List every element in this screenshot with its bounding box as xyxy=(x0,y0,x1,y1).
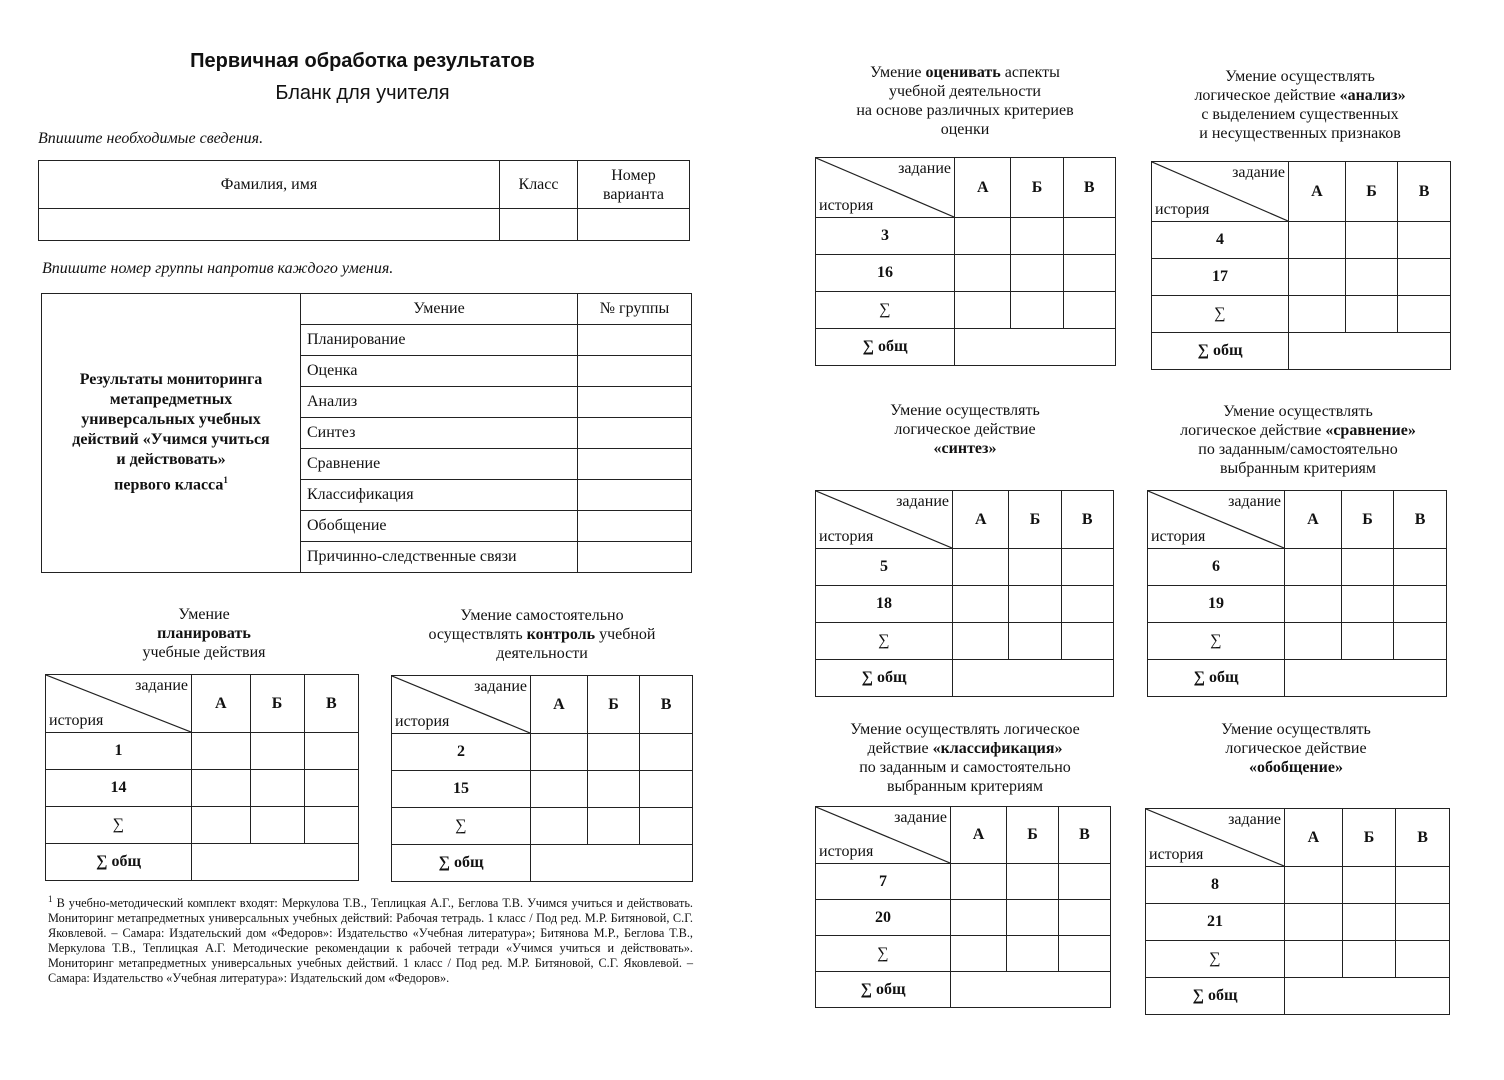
score-cell[interactable] xyxy=(304,807,358,844)
story-number: 7 xyxy=(816,864,951,900)
score-cell[interactable] xyxy=(1285,867,1343,904)
col-a-header: А xyxy=(531,676,588,734)
header-diagonal-cell xyxy=(46,675,192,733)
column-variant-header: Номер варианта xyxy=(578,161,690,209)
sum-label: ∑ xyxy=(816,292,955,329)
story-number: 19 xyxy=(1148,586,1285,623)
score-cell[interactable] xyxy=(1398,296,1451,333)
score-cell[interactable] xyxy=(1341,623,1393,660)
score-cell[interactable] xyxy=(1342,941,1395,978)
plan-score-table xyxy=(45,674,359,881)
story-number: 8 xyxy=(1146,867,1285,904)
skill-label: Сравнение xyxy=(301,449,578,480)
group-number-cell[interactable] xyxy=(578,542,692,573)
variant-input-cell[interactable] xyxy=(578,209,690,241)
skill-label: Анализ xyxy=(301,387,578,418)
score-cell[interactable] xyxy=(192,770,251,807)
story-number: 5 xyxy=(816,549,953,586)
score-cell[interactable] xyxy=(1007,864,1059,900)
story-label: история xyxy=(49,712,104,729)
story-number: 1 xyxy=(46,733,192,770)
group-number-cell[interactable] xyxy=(578,387,692,418)
analysis-skill-title: Умение осуществлять логическое действие «анализ» с выделением существенных и несущественных признаков xyxy=(1194,68,1406,142)
score-cell[interactable] xyxy=(1061,549,1113,586)
story-label: история xyxy=(819,528,874,545)
eval-score-table xyxy=(815,157,1116,366)
comparison-score-table xyxy=(1147,490,1447,697)
score-cell[interactable] xyxy=(1398,222,1451,259)
header-diagonal-cell xyxy=(816,158,955,218)
task-label: задание xyxy=(896,493,949,510)
total-cell[interactable] xyxy=(951,972,1111,1008)
score-cell[interactable] xyxy=(587,734,639,771)
score-cell[interactable] xyxy=(1345,296,1397,333)
header-diagonal-cell xyxy=(816,807,951,864)
score-cell[interactable] xyxy=(1394,623,1447,660)
skills-group-table xyxy=(41,293,692,573)
score-cell[interactable] xyxy=(1009,623,1061,660)
col-a-header: А xyxy=(953,491,1009,549)
total-cell[interactable] xyxy=(955,329,1116,366)
total-sum-label: ∑ общ xyxy=(1146,978,1285,1015)
score-cell[interactable] xyxy=(1009,586,1061,623)
col-a-header: А xyxy=(192,675,251,733)
story-label: история xyxy=(1149,846,1204,863)
instruction-fill-info: Впишите необходимые сведения. xyxy=(38,130,264,147)
control-score-table xyxy=(391,675,693,882)
score-cell[interactable] xyxy=(1058,936,1110,972)
col-b-header: Б xyxy=(1341,491,1393,549)
score-cell[interactable] xyxy=(1058,864,1110,900)
score-cell[interactable] xyxy=(1285,904,1343,941)
col-b-header: Б xyxy=(587,676,639,734)
score-cell[interactable] xyxy=(1396,867,1450,904)
story-label: история xyxy=(1155,201,1210,218)
score-cell[interactable] xyxy=(531,808,588,845)
total-sum-label: ∑ общ xyxy=(816,972,951,1008)
score-cell[interactable] xyxy=(587,808,639,845)
header-diagonal-cell xyxy=(1152,162,1289,222)
score-cell[interactable] xyxy=(951,936,1007,972)
task-label: задание xyxy=(1228,493,1281,510)
score-cell[interactable] xyxy=(1394,586,1447,623)
score-cell[interactable] xyxy=(1396,904,1450,941)
skill-label: Классификация xyxy=(301,480,578,511)
skill-label: Причинно-следственные связи xyxy=(301,542,578,573)
group-number-cell[interactable] xyxy=(578,480,692,511)
group-number-cell[interactable] xyxy=(578,418,692,449)
eval-skill-title: Умение оценивать аспекты учебной деятельности на основе различных критериев оценки xyxy=(856,64,1074,138)
score-cell[interactable] xyxy=(1011,255,1063,292)
col-v-header: В xyxy=(1396,809,1450,867)
synthesis-score-table xyxy=(815,490,1114,697)
story-label: история xyxy=(819,843,874,860)
group-column-header: № группы xyxy=(578,294,692,325)
score-cell[interactable] xyxy=(531,734,588,771)
header-diagonal-cell xyxy=(1146,809,1285,867)
sum-label: ∑ xyxy=(392,808,531,845)
score-cell[interactable] xyxy=(1345,259,1397,296)
group-number-cell[interactable] xyxy=(578,356,692,387)
skill-label: Планирование xyxy=(301,325,578,356)
class-input-cell[interactable] xyxy=(500,209,578,241)
sum-label: ∑ xyxy=(1146,941,1285,978)
col-v-header: В xyxy=(304,675,358,733)
sum-label: ∑ xyxy=(1152,296,1289,333)
header-diagonal-cell xyxy=(816,491,953,549)
score-cell[interactable] xyxy=(1396,941,1450,978)
score-cell[interactable] xyxy=(1342,904,1395,941)
story-number: 6 xyxy=(1148,549,1285,586)
score-cell[interactable] xyxy=(1285,549,1342,586)
col-a-header: А xyxy=(955,158,1011,218)
score-cell[interactable] xyxy=(192,733,251,770)
monitoring-results-label: Результаты мониторинга метапредметных универсальных учебных действий «Учимся учиться и действовать» первого класса$^1$ xyxy=(42,294,301,573)
score-cell[interactable] xyxy=(1058,900,1110,936)
story-label: история xyxy=(819,197,874,214)
column-name-header: Фамилия, имя xyxy=(39,161,500,209)
score-cell[interactable] xyxy=(304,770,358,807)
col-b-header: Б xyxy=(1009,491,1061,549)
story-label: история xyxy=(395,713,450,730)
col-a-header: А xyxy=(1289,162,1346,222)
score-cell[interactable] xyxy=(1009,549,1061,586)
instruction-fill-groups: Впишите номер группы напротив каждого умения. xyxy=(42,260,394,277)
story-number: 15 xyxy=(392,771,531,808)
col-v-header: В xyxy=(1058,807,1110,864)
col-a-header: А xyxy=(951,807,1007,864)
total-cell[interactable] xyxy=(192,844,359,881)
skill-label: Оценка xyxy=(301,356,578,387)
sum-label: ∑ xyxy=(1148,623,1285,660)
score-cell[interactable] xyxy=(531,771,588,808)
sum-label: ∑ xyxy=(816,936,951,972)
synthesis-skill-title: Умение осуществлять логическое действие «синтез» xyxy=(890,402,1040,457)
score-cell[interactable] xyxy=(1285,623,1342,660)
skill-column-header: Умение xyxy=(301,294,578,325)
story-number: 17 xyxy=(1152,259,1289,296)
comparison-skill-title: Умение осуществлять логическое действие «сравнение» по заданным/самостоятельно выбранным критериям xyxy=(1180,403,1416,477)
score-cell[interactable] xyxy=(250,733,304,770)
story-number: 3 xyxy=(816,218,955,255)
score-cell[interactable] xyxy=(953,623,1009,660)
col-b-header: Б xyxy=(1342,809,1395,867)
group-number-cell[interactable] xyxy=(578,449,692,480)
score-cell[interactable] xyxy=(1061,586,1113,623)
total-cell[interactable] xyxy=(1289,333,1451,370)
score-cell[interactable] xyxy=(640,771,693,808)
header-diagonal-cell xyxy=(1148,491,1285,549)
score-cell[interactable] xyxy=(955,218,1011,255)
total-cell[interactable] xyxy=(953,660,1114,697)
story-number: 4 xyxy=(1152,222,1289,259)
total-sum-label: ∑ общ xyxy=(1152,333,1289,370)
total-sum-label: ∑ общ xyxy=(816,329,955,366)
col-b-header: Б xyxy=(1011,158,1063,218)
score-cell[interactable] xyxy=(1063,218,1115,255)
score-cell[interactable] xyxy=(1398,259,1451,296)
header-diagonal-cell xyxy=(392,676,531,734)
score-cell[interactable] xyxy=(1341,586,1393,623)
page-title: Первичная обработка результатов xyxy=(190,50,535,72)
task-label: задание xyxy=(1232,164,1285,181)
story-label: история xyxy=(1151,528,1206,545)
score-cell[interactable] xyxy=(1345,222,1397,259)
score-cell[interactable] xyxy=(1061,623,1113,660)
col-b-header: Б xyxy=(1007,807,1059,864)
col-v-header: В xyxy=(1061,491,1113,549)
story-number: 21 xyxy=(1146,904,1285,941)
classification-score-table xyxy=(815,806,1111,1008)
total-cell[interactable] xyxy=(1285,978,1450,1015)
score-cell[interactable] xyxy=(640,734,693,771)
task-label: задание xyxy=(898,160,951,177)
story-number: 20 xyxy=(816,900,951,936)
col-a-header: А xyxy=(1285,491,1342,549)
score-cell[interactable] xyxy=(955,255,1011,292)
total-sum-label: ∑ общ xyxy=(1148,660,1285,697)
col-a-header: А xyxy=(1285,809,1343,867)
score-cell[interactable] xyxy=(953,549,1009,586)
score-cell[interactable] xyxy=(1394,549,1447,586)
footnote: $^1$ В учебно-методический комплект входят: Меркулова Т.В., Теплицкая А.Г., Беглова Т.В. Учимся учиться и действовать. Мониторинг метапредметных универсальных учебных действий: Рабочая тетрадь. 1 класс / Под ред. М.Р. Битяновой, С.Г. Яковлевой. – Самара: Издательский дом «Федоров»: Издательство «Учебная литература»; Битянова М.Р., Беглова Т.В., Меркулова Т.В., Теплицкая А.Г. Методические рекомендации к рабочей тетради «Учимся учиться и действовать». Мониторинг метапредметных универсальных учебных действий. 1 класс / Под ред. М.Р. Битяновой, С.Г. Яковлевой. – Самара: Издательство «Учебная литература»: Издательский дом «Федоров». xyxy=(48,894,694,986)
analysis-score-table xyxy=(1151,161,1451,370)
story-number: 18 xyxy=(816,586,953,623)
score-cell[interactable] xyxy=(1007,900,1059,936)
score-cell[interactable] xyxy=(1342,867,1395,904)
classification-skill-title: Умение осуществлять логическое действие «классификация» по заданным и самостоятельно выбранным критериям xyxy=(850,721,1080,795)
student-info-table xyxy=(38,160,690,241)
total-sum-label: ∑ общ xyxy=(46,844,192,881)
col-v-header: В xyxy=(640,676,693,734)
score-cell[interactable] xyxy=(951,900,1007,936)
score-cell[interactable] xyxy=(1289,222,1346,259)
score-cell[interactable] xyxy=(951,864,1007,900)
sum-label: ∑ xyxy=(46,807,192,844)
task-label: задание xyxy=(1228,811,1281,828)
sum-label: ∑ xyxy=(816,623,953,660)
score-cell[interactable] xyxy=(587,771,639,808)
score-cell[interactable] xyxy=(1341,549,1393,586)
total-cell[interactable] xyxy=(531,845,693,882)
col-v-header: В xyxy=(1063,158,1115,218)
column-class-header: Класс xyxy=(500,161,578,209)
group-number-cell[interactable] xyxy=(578,325,692,356)
score-cell[interactable] xyxy=(1063,292,1115,329)
col-v-header: В xyxy=(1394,491,1447,549)
total-sum-label: ∑ общ xyxy=(816,660,953,697)
col-v-header: В xyxy=(1398,162,1451,222)
score-cell[interactable] xyxy=(250,770,304,807)
col-b-header: Б xyxy=(250,675,304,733)
plan-skill-title: Умение планировать учебные действия xyxy=(142,606,266,661)
score-cell[interactable] xyxy=(1063,255,1115,292)
generalization-skill-title: Умение осуществлять логическое действие «обобщение» xyxy=(1221,721,1371,776)
score-cell[interactable] xyxy=(1289,296,1346,333)
name-input-cell[interactable] xyxy=(39,209,500,241)
story-number: 2 xyxy=(392,734,531,771)
score-cell[interactable] xyxy=(192,807,251,844)
score-cell[interactable] xyxy=(955,292,1011,329)
score-cell[interactable] xyxy=(304,733,358,770)
total-cell[interactable] xyxy=(1285,660,1447,697)
total-sum-label: ∑ общ xyxy=(392,845,531,882)
score-cell[interactable] xyxy=(1007,936,1059,972)
control-skill-title: Умение самостоятельно осуществлять контроль учебной деятельности xyxy=(428,607,656,662)
skill-label: Обобщение xyxy=(301,511,578,542)
generalization-score-table xyxy=(1145,808,1450,1015)
page-subtitle: Бланк для учителя xyxy=(275,82,450,104)
skill-label: Синтез xyxy=(301,418,578,449)
score-cell[interactable] xyxy=(1285,586,1342,623)
task-label: задание xyxy=(474,678,527,695)
task-label: задание xyxy=(894,809,947,826)
score-cell[interactable] xyxy=(953,586,1009,623)
col-b-header: Б xyxy=(1345,162,1397,222)
score-cell[interactable] xyxy=(1011,218,1063,255)
story-number: 16 xyxy=(816,255,955,292)
group-number-cell[interactable] xyxy=(578,511,692,542)
score-cell[interactable] xyxy=(1289,259,1346,296)
score-cell[interactable] xyxy=(640,808,693,845)
score-cell[interactable] xyxy=(1011,292,1063,329)
score-cell[interactable] xyxy=(1285,941,1343,978)
story-number: 14 xyxy=(46,770,192,807)
task-label: задание xyxy=(135,677,188,694)
score-cell[interactable] xyxy=(250,807,304,844)
